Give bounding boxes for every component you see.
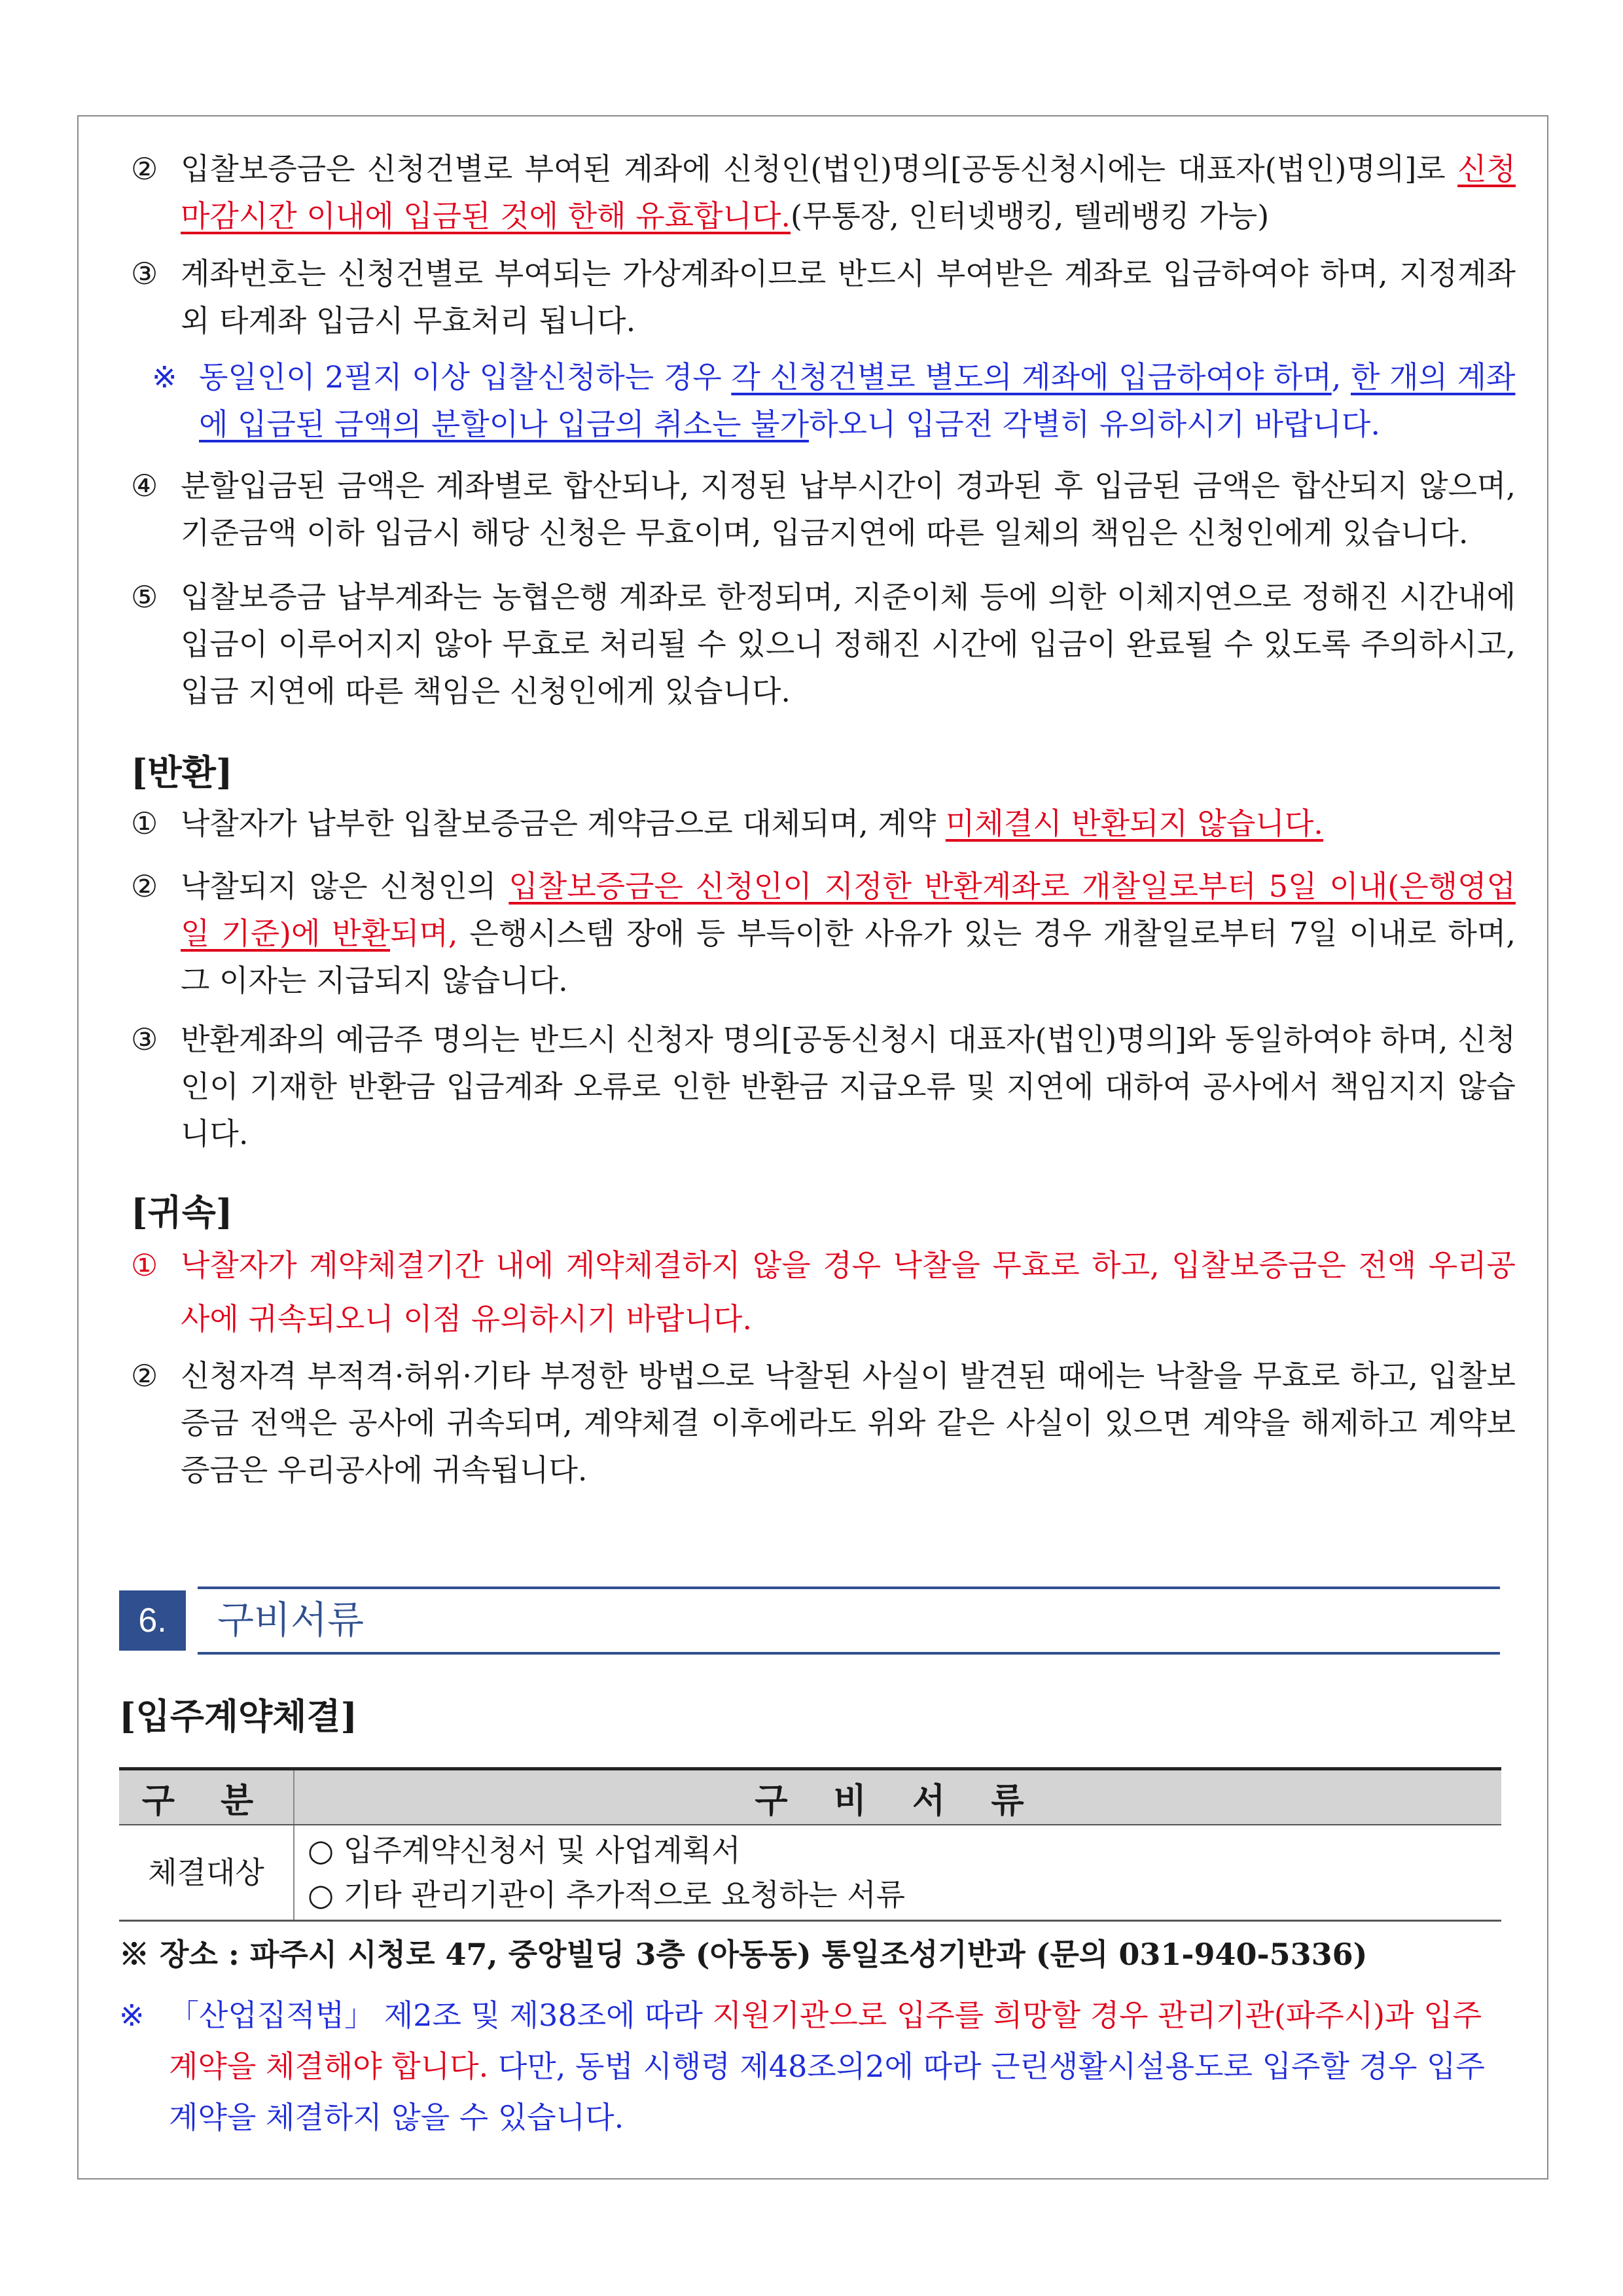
highlight-text: 미체결시 반환되지 않습니다. bbox=[945, 806, 1323, 841]
item-text: 반환계좌의 예금주 명의는 반드시 신청자 명의[공동신청시 대표자(법인)명의]와 동일하여야 하며, 신청인이 기재한 반환금 입금계좌 오류로 인한 반환금 지급오류 및 지연에 대하여 공사에서 책임지지 않습니다. bbox=[181, 1022, 1516, 1151]
document-item: ○ 기타 관리기관이 추가적으로 요청하는 서류 bbox=[308, 1877, 906, 1912]
item-number: ① bbox=[131, 1247, 158, 1283]
item-number: ② bbox=[131, 151, 158, 187]
forfeit-heading: [귀속] bbox=[131, 1191, 233, 1233]
forfeit-item-1 bbox=[131, 1238, 1516, 1346]
deposit-note bbox=[152, 353, 1516, 448]
deposit-item-3 bbox=[131, 250, 1516, 344]
highlight-text: 신청마감시간 이내에 입금된 것에 한해 유효합니다. bbox=[181, 151, 1516, 234]
note-text: 동일인이 2필지 이상 입찰신청하는 경우 bbox=[199, 359, 732, 395]
refund-item-2 bbox=[131, 863, 1516, 1004]
item-number: ⑤ bbox=[131, 579, 158, 615]
deposit-item-2 bbox=[131, 145, 1516, 240]
section-title: 구비서류 bbox=[217, 1599, 365, 1641]
refund-heading: [반환] bbox=[131, 751, 233, 793]
law-note bbox=[119, 1990, 1507, 2143]
refund-item-1 bbox=[131, 800, 1516, 847]
forfeit-item-2 bbox=[131, 1352, 1516, 1494]
document-item: ○ 입주계약신청서 및 사업계획서 bbox=[308, 1833, 741, 1868]
place-note: ※ 장소 : 파주시 시청로 47, 중앙빌딩 3층 (아동동) 통일조성기반과 (문의 031-940-5336) bbox=[119, 1937, 1368, 1972]
table-row bbox=[119, 1825, 1501, 1921]
item-text: 낙찰자가 계약체결기간 내에 계약체결하지 않을 경우 낙찰을 무효로 하고, 입찰보증금은 전액 우리공사에 귀속되오니 이점 유의하시기 바랍니다. bbox=[181, 1247, 1516, 1336]
refund-item-3 bbox=[131, 1016, 1516, 1157]
item-text: (무통장, 인터넷뱅킹, 텔레뱅킹 가능) bbox=[791, 198, 1270, 234]
section-number: 6. bbox=[119, 1590, 186, 1651]
column-header-documents: 구 비 서 류 bbox=[294, 1769, 1501, 1825]
table-header-row bbox=[119, 1769, 1501, 1825]
move-in-heading: [입주계약체결] bbox=[119, 1695, 358, 1737]
heading-rule bbox=[198, 1652, 1500, 1655]
note-highlight: 각 신청건별로 별도의 계좌에 입금하여야 하며 bbox=[731, 359, 1332, 395]
note-highlight: 한 개의 계좌에 입금된 금액의 분할이나 입금의 취소는 불가 bbox=[199, 359, 1516, 442]
documents-table bbox=[119, 1767, 1501, 1922]
heading-rule bbox=[198, 1587, 1500, 1589]
section-6-heading bbox=[119, 1587, 1500, 1656]
note-text: 하오니 입금전 각별히 유의하시기 바랍니다. bbox=[809, 406, 1380, 442]
item-text: 입찰보증금 납부계좌는 농협은행 계좌로 한정되며, 지준이체 등에 의한 이체지연으로 정해진 시간내에 입금이 이루어지지 않아 무효로 처리될 수 있으니 정해진 시간에 입금이 완료될 수 있도록 주의하시고, 입금 지연에 따른 책임은 신청인에게 있습니다. bbox=[181, 579, 1516, 709]
row-label: 체결대상 bbox=[119, 1825, 294, 1921]
item-text: 낙찰되지 않은 신청인의 bbox=[181, 869, 509, 904]
note-text: 다만, 동법 시행령 제48조의2에 따라 근린생활시설용도로 입주할 경우 입주계약을 체결하지 않을 수 있습니다. bbox=[169, 2049, 1485, 2135]
document-list bbox=[294, 1825, 1501, 1921]
note-highlight: 지원기관으로 입주를 희망할 경우 관리기관(파주시)과 입주계약을 체결해야 합니다. bbox=[169, 1998, 1482, 2084]
item-text: 낙찰자가 납부한 입찰보증금은 계약금으로 대체되며, 계약 bbox=[181, 806, 946, 841]
item-number: ④ bbox=[131, 468, 158, 503]
item-text: 신청자격 부적격·허위·기타 부정한 방법으로 낙찰된 사실이 발견된 때에는 낙찰을 무효로 하고, 입찰보증금 전액은 공사에 귀속되며, 계약체결 이후에라도 위와 같은 사실이 있으면 계약을 해제하고 계약보증금은 우리공사에 귀속됩니다. bbox=[181, 1358, 1516, 1488]
highlight-text: 입찰보증금은 신청인이 지정한 반환계좌로 개찰일로부터 5일 이내(은행영업일 기준)에 반환 bbox=[181, 869, 1516, 951]
item-number: ③ bbox=[131, 1022, 158, 1057]
note-mark: ※ bbox=[119, 1998, 145, 2033]
item-number: ② bbox=[131, 1358, 158, 1393]
note-mark: ※ bbox=[152, 359, 177, 395]
column-header-category: 구 분 bbox=[119, 1769, 294, 1825]
item-number: ③ bbox=[131, 256, 158, 291]
deposit-item-5 bbox=[131, 573, 1516, 715]
deposit-item-4 bbox=[131, 462, 1516, 556]
item-number: ① bbox=[131, 806, 158, 841]
item-text: 은행시스템 장애 등 부득이한 사유가 있는 경우 개찰일로부터 7일 이내로 하며, 그 이자는 지급되지 않습니다. bbox=[181, 916, 1516, 998]
highlight-tail: 되며, bbox=[390, 916, 458, 951]
item-text: 입찰보증금은 신청건별로 부여된 계좌에 신청인(법인)명의[공동신청시에는 대표자(법인)명의]로 bbox=[181, 151, 1458, 187]
note-text: , bbox=[1331, 359, 1351, 395]
note-text: 「산업집적법」 제2조 및 제38조에 따라 bbox=[169, 1998, 713, 2033]
item-text: 분할입금된 금액은 계좌별로 합산되나, 지정된 납부시간이 경과된 후 입금된 금액은 합산되지 않으며, 기준금액 이하 입금시 해당 신청은 무효이며, 입금지연에 따른 일체의 책임은 신청인에게 있습니다. bbox=[181, 468, 1516, 550]
item-number: ② bbox=[131, 869, 158, 904]
item-text: 계좌번호는 신청건별로 부여되는 가상계좌이므로 반드시 부여받은 계좌로 입금하여야 하며, 지정계좌 외 타계좌 입금시 무효처리 됩니다. bbox=[181, 256, 1516, 338]
